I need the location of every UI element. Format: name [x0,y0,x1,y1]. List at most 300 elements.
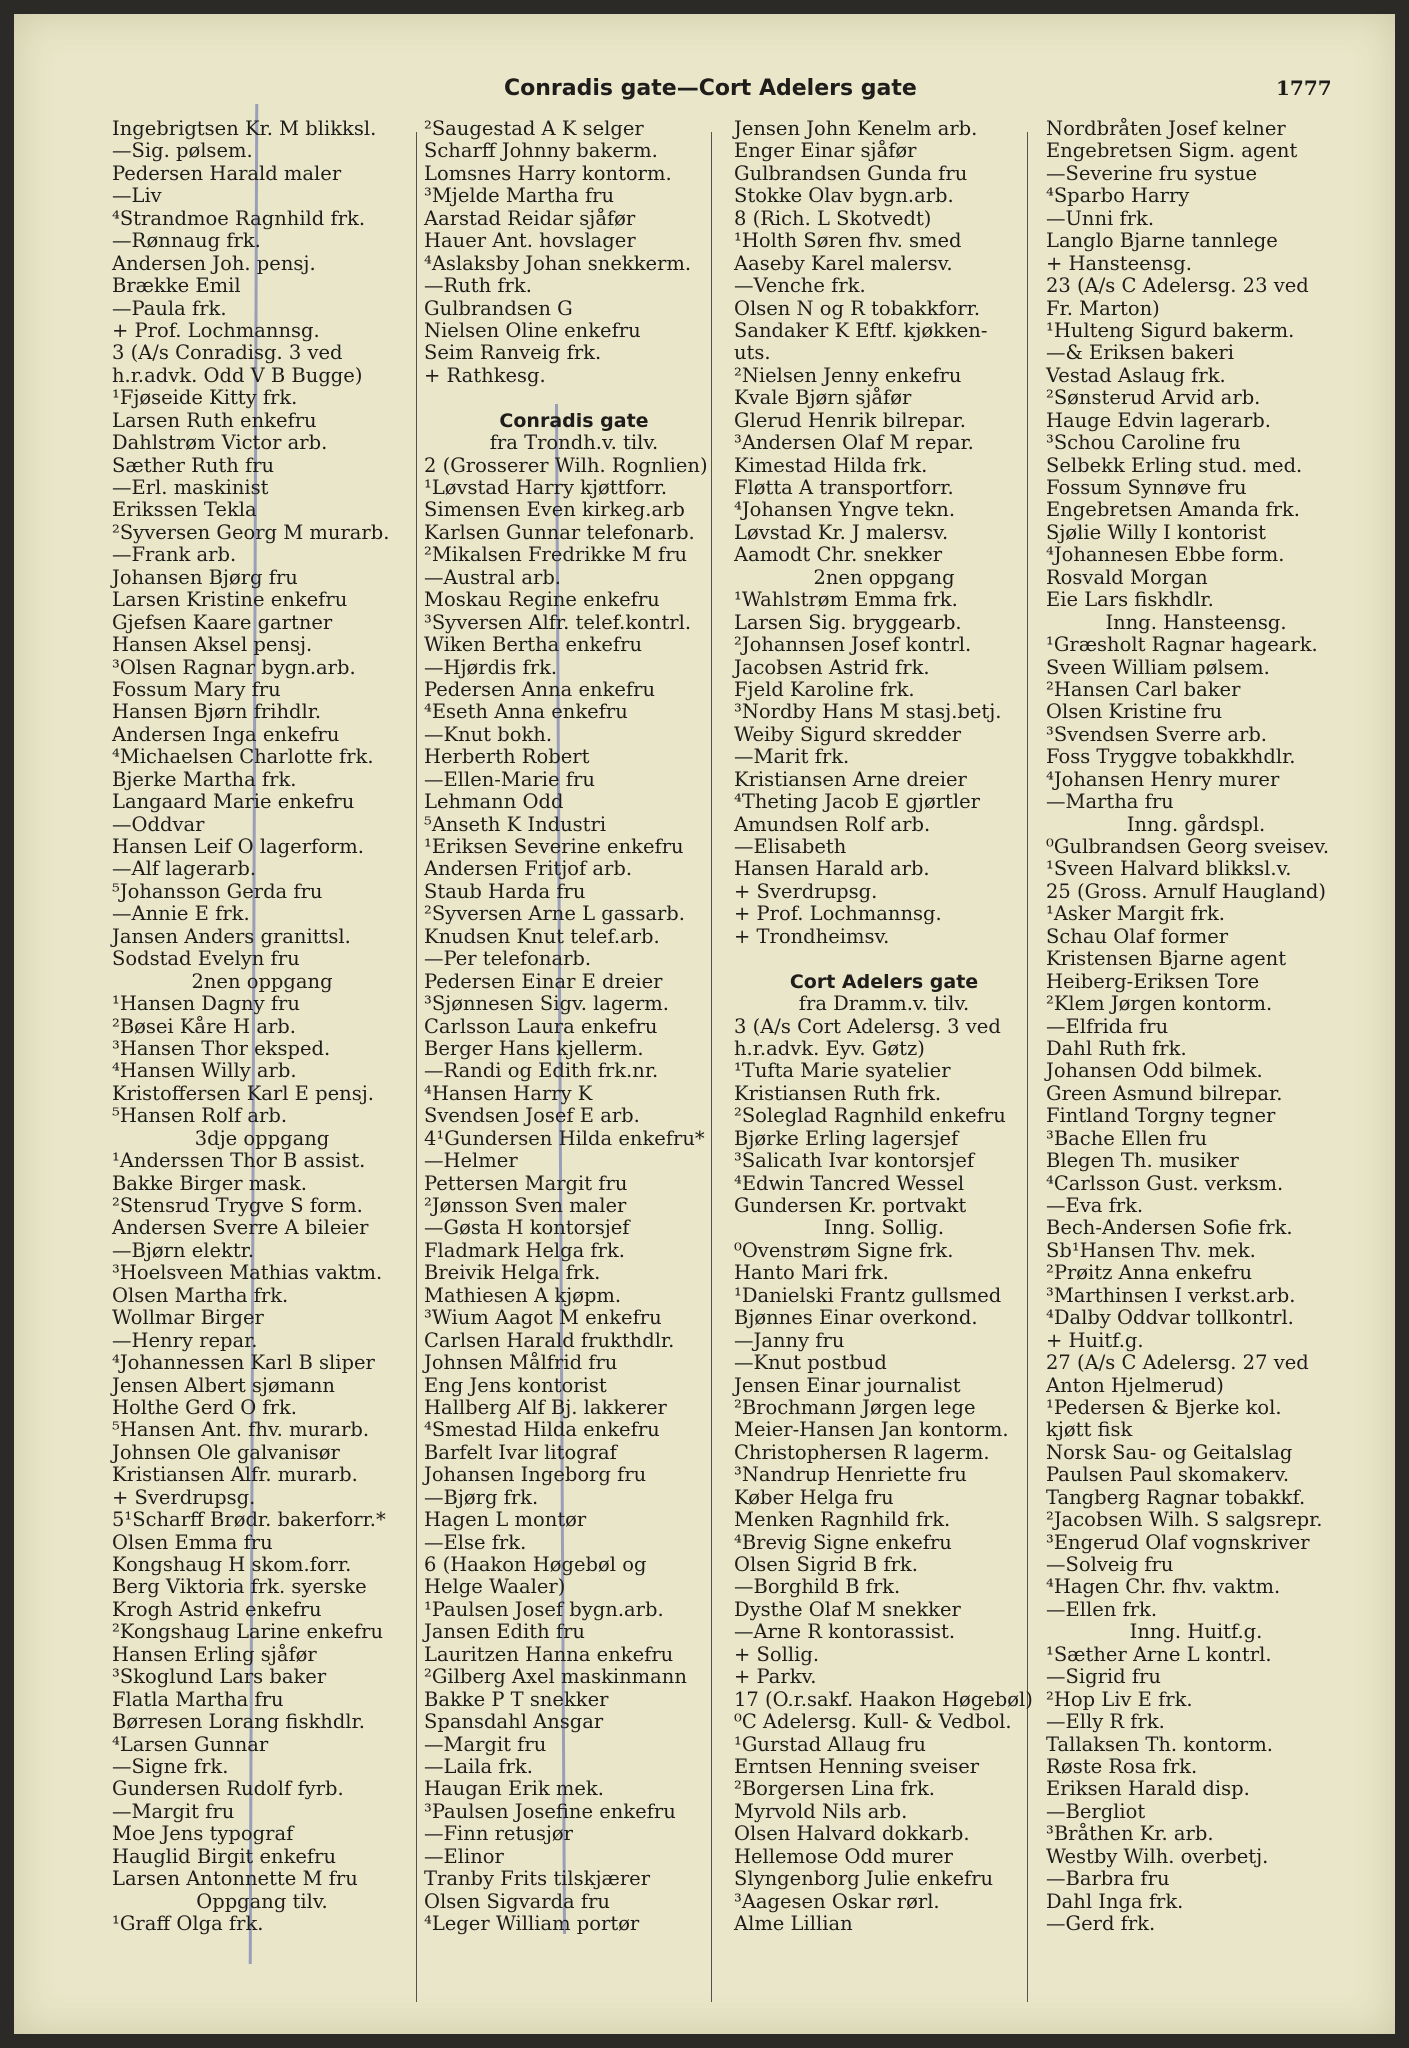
resident-entry: Fintland Torgny tegner [1046,1104,1276,1128]
resident-entry: ³Hansen Thor eksped. [112,1036,331,1060]
resident-entry: ⁴Smestad Hilda enkefru [424,1418,660,1442]
resident-entry: ²Syversen Georg M murarb. [112,520,390,544]
resident-entry: Simensen Even kirkeg.arb [424,498,685,522]
resident-entry: ⁰Ovenstrøm Signe frk. [734,1238,954,1262]
resident-entry: Lauritzen Hanna enkefru [424,1642,674,1666]
resident-entry: h.r.advk. Odd V B Bugge) [112,363,363,387]
resident-entry: kjøtt fisk [1046,1418,1133,1442]
resident-entry: —Oddvar [112,812,205,836]
resident-entry: Jansen Edith fru [424,1620,585,1644]
resident-entry: Hanto Mari frk. [734,1261,889,1285]
resident-entry: Meier-Hansen Jan kontorm. [734,1418,1009,1442]
resident-entry: Haugan Erik mek. [424,1777,604,1801]
resident-entry: Krogh Astrid enkefru [112,1597,322,1621]
resident-entry: ⁴Aslaksby Johan snekkerm. [424,251,692,275]
resident-entry: Hellemose Odd murer [734,1844,953,1868]
cross-street: + Hansteensg. [1046,251,1192,275]
resident-entry: Knudsen Knut telef.arb. [424,924,660,948]
resident-entry: Hauge Edvin lagerarb. [1046,408,1271,432]
resident-entry: Staub Harda fru [424,879,586,903]
resident-entry: uts. [734,341,771,365]
resident-entry: ¹Sæther Arne L kontrl. [1046,1642,1272,1666]
resident-entry: —Finn retusjør [424,1822,573,1846]
resident-entry: ³Engerud Olaf vognskriver [1046,1530,1310,1554]
resident-entry: Blegen Th. musiker [1046,1149,1239,1173]
resident-entry: —Bjørg frk. [424,1485,539,1509]
resident-entry: Svendsen Josef E arb. [424,1104,640,1128]
resident-entry: Olsen Sigrid B frk. [734,1553,918,1576]
resident-entry: Alme Lillian [734,1912,853,1935]
resident-entry: —Erl. maskinist [112,476,269,499]
resident-entry: Karlsen Gunnar telefonarb. [424,520,695,544]
entrance-label: fra Trondh.v. tilv. [489,431,659,455]
resident-entry: Moskau Regine enkefru [424,588,660,612]
resident-entry: Andersen Sverre A bileier [112,1216,369,1240]
resident-entry: ⁴Eseth Anna enkefru [424,700,628,724]
resident-entry: ²Syversen Arne L gassarb. [424,902,685,926]
resident-entry: Larsen Antonnette M fru [112,1867,358,1891]
resident-entry: Tangberg Ragnar tobakkf. [1046,1485,1306,1509]
resident-entry: ¹Sveen Halvard blikksl.v. [1046,857,1292,881]
resident-entry: ²Soleglad Ragnhild enkefru [734,1104,1006,1128]
resident-entry: Sæther Ruth fru [112,453,275,477]
cross-street: + Sverdrupsg. [112,1485,256,1509]
resident-entry: Tranby Frits tilskjærer [424,1867,651,1891]
resident-entry: ¹Danielski Frantz gullsmed [734,1283,1002,1307]
resident-entry: ⁰Gulbrandsen Georg sveisev. [1046,835,1330,858]
resident-entry: Herberth Robert [424,745,590,769]
entrance-label: Inng. Huitf.g. [1129,1620,1263,1644]
resident-entry: ¹Wahlstrøm Emma frk. [734,588,958,612]
resident-entry: Amundsen Rolf arb. [734,812,931,836]
resident-entry: ³Mjelde Martha fru [424,184,615,208]
directory-column-1 [112,118,412,1935]
resident-entry: Johnsen Målfrid fru [424,1351,618,1375]
resident-entry: —Elisabeth [734,835,847,858]
resident-entry: Hagen L montør [424,1508,587,1532]
resident-entry: Pedersen Harald maler [112,161,342,185]
resident-entry: —Unni frk. [1046,206,1155,230]
building-entry: 6 (Haakon Høgebøl og [424,1553,647,1576]
resident-entry: Glerud Henrik bilrepar. [734,408,966,432]
resident-entry: Aamodt Chr. snekker [734,543,943,567]
resident-entry: Kristoffersen Karl E pensj. [112,1081,374,1105]
cross-street: + Prof. Lochmannsg. [112,318,320,342]
resident-entry: —Arne R kontorassist. [734,1620,956,1644]
resident-entry: Aarstad Reidar sjåfør [424,206,636,230]
resident-entry: Hallberg Alf Bj. lakkerer [424,1395,667,1419]
resident-entry: Hansen Bjørn frihdlr. [112,700,322,724]
resident-entry: Eng Jens kontorist [424,1373,607,1397]
resident-entry: —Frank arb. [112,543,237,567]
resident-entry: —Elfrida fru [1046,1014,1169,1038]
resident-entry: ¹Hulteng Sigurd bakerm. [1046,318,1295,342]
resident-entry: —Alf lagerarb. [112,857,257,881]
resident-entry: Anton Hjelmerud) [1046,1373,1224,1397]
resident-entry: Fjeld Karoline frk. [734,677,915,701]
resident-entry: Pettersen Margit fru [424,1171,628,1195]
resident-entry: Langaard Marie enkefru [112,790,355,814]
resident-entry: ¹Eriksen Severine enkefru [424,835,684,858]
resident-entry: Gjefsen Kaare gartner [112,610,333,634]
resident-entry: Barfelt Ivar litograf [424,1440,617,1464]
resident-entry: —Gøsta H kontorsjef [424,1216,630,1240]
resident-entry: —Ellen-Marie fru [424,767,595,791]
resident-entry: Hansen Leif O lagerform. [112,835,364,858]
resident-entry: Olsen Kristine fru [1046,700,1223,724]
resident-entry: ⁴Johannessen Karl B sliper [112,1351,375,1375]
resident-entry: Olsen Emma fru [112,1530,273,1554]
resident-entry: ³Hoelsveen Mathias vaktm. [112,1261,383,1285]
resident-entry: Sodstad Evelyn fru [112,947,300,971]
resident-entry: Erntsen Henning sveiser [734,1754,980,1778]
resident-entry: Jensen John Kenelm arb. [734,117,978,140]
resident-entry: Køber Helga fru [734,1485,894,1509]
resident-entry: Gulbrandsen G [424,296,573,320]
resident-entry: Nordbråten Josef kelner [1046,117,1286,140]
resident-entry: —Barbra fru [1046,1867,1170,1891]
resident-entry: Johnsen Ole galvanisør [112,1440,340,1464]
resident-entry: ³Bache Ellen fru [1046,1126,1208,1150]
resident-entry: —Borghild B frk. [734,1575,901,1599]
resident-entry: Mathiesen A kjøpm. [424,1283,622,1307]
resident-entry: ³Syversen Alfr. telef.kontrl. [424,610,692,634]
resident-entry: Olsen Sigvarda fru [424,1889,610,1913]
resident-entry: Jensen Einar journalist [734,1373,961,1397]
resident-entry: ¹Græsholt Ragnar hageark. [1046,633,1318,657]
resident-entry: ⁴Johansen Henry murer [1046,767,1280,791]
resident-entry: ²Prøitz Anna enkefru [1046,1261,1253,1285]
resident-entry: —Janny fru [734,1328,845,1352]
resident-entry: Rosvald Morgan [1046,565,1208,589]
resident-entry: ³Marthinsen I verkst.arb. [1046,1283,1296,1307]
resident-entry: ²Klem Jørgen kontorm. [1046,992,1273,1016]
building-entry: 4¹Gundersen Hilda enkefru* [424,1126,705,1150]
resident-entry: Christophersen R lagerm. [734,1440,990,1464]
resident-entry: Myrvold Nils arb. [734,1799,908,1823]
resident-entry: ⁴Leger William portør [424,1912,640,1935]
building-entry: 17 (O.r.sakf. Haakon Høgebøl) [734,1687,1033,1711]
resident-entry: —Knut bokh. [424,722,553,746]
resident-entry: ²Stensrud Trygve S form. [112,1194,363,1217]
resident-entry: Gundersen Kr. portvakt [734,1194,967,1217]
resident-entry: ⁴Edwin Tancred Wessel [734,1171,965,1195]
building-entry: 5¹Scharff Brødr. bakerforr.* [112,1508,386,1532]
resident-entry: Moe Jens typograf [112,1822,294,1846]
resident-entry: —Bjørn elektr. [112,1238,255,1262]
resident-entry: Slyngenborg Julie enkefru [734,1867,994,1891]
building-entry: 8 (Rich. L Skotvedt) [734,206,932,230]
resident-entry: Olsen Martha frk. [112,1283,289,1307]
resident-entry: Westby Wilh. overbetj. [1046,1844,1269,1868]
resident-entry: ⁴Hansen Harry K [424,1081,593,1105]
resident-entry: —Venche frk. [734,274,866,298]
resident-entry: Kristiansen Alfr. murarb. [112,1463,358,1487]
resident-entry: Spansdahl Ansgar [424,1710,604,1734]
resident-entry: ⁴Johannesen Ebbe form. [1046,543,1285,567]
cross-street: + Huitf.g. [1046,1328,1144,1352]
resident-entry: Lomsnes Harry kontorm. [424,161,672,185]
cross-street: + Prof. Lochmannsg. [734,902,942,926]
resident-entry: Wollmar Birger [112,1306,264,1330]
resident-entry: Børresen Lorang fiskhdlr. [112,1710,365,1734]
resident-entry: ¹Løvstad Harry kjøttforr. [424,476,668,499]
resident-entry: —Severine fru systue [1046,161,1258,185]
resident-entry: ²Jacobsen Wilh. S salgsrepr. [1046,1508,1323,1532]
resident-entry: —Eva frk. [1046,1194,1144,1217]
resident-entry: ¹Pedersen & Bjerke kol. [1046,1395,1282,1419]
resident-entry: Flatla Martha fru [112,1687,284,1711]
resident-entry: Bjerke Martha frk. [112,767,297,791]
resident-entry: —Elinor [424,1844,504,1868]
resident-entry: —Hjørdis frk. [424,655,558,679]
resident-entry: ²Jønsson Sven maler [424,1194,627,1217]
resident-entry: —Annie E frk. [112,902,250,926]
street-heading: Cort Adelers gate [789,970,979,993]
directory-page [14,14,1395,2034]
resident-entry: —Knut postbud [734,1351,887,1375]
resident-entry: ²Kongshaug Larine enkefru [112,1620,384,1644]
resident-entry: Lehmann Odd [424,790,564,814]
resident-entry: ³Skoglund Lars baker [112,1665,327,1689]
resident-entry: Fløtta A transportforr. [734,476,954,499]
resident-entry: ³Salicath Ivar kontorsjef [734,1149,975,1173]
running-title: Conradis gate—Cort Adelers gate [504,76,917,101]
resident-entry: Andersen Joh. pensj. [112,251,316,275]
resident-entry: —Solveig fru [1046,1553,1174,1576]
resident-entry: ¹Gurstad Allaug fru [734,1732,926,1756]
resident-entry: —Helmer [424,1149,518,1173]
resident-entry: ²Gilberg Axel maskinmann [424,1665,687,1689]
resident-entry: ⁴Johansen Yngve tekn. [734,498,956,522]
resident-entry: Gulbrandsen Gunda fru [734,161,968,185]
resident-entry: Green Asmund bilrepar. [1046,1081,1283,1105]
cross-street: + Trondheimsv. [734,924,890,948]
resident-entry: —Rønnaug frk. [112,229,261,253]
cross-street: + Parkv. [734,1665,817,1689]
resident-entry: —Marit frk. [734,745,850,769]
resident-entry: Johansen Ingeborg fru [424,1463,647,1487]
resident-entry: Holthe Gerd O frk. [112,1395,297,1419]
resident-entry: Kristiansen Arne dreier [734,767,967,791]
resident-entry: Foss Tryggve tobakkhdlr. [1046,745,1296,769]
resident-entry: Nielsen Oline enkefru [424,318,641,342]
resident-entry: ¹Hansen Dagny fru [112,992,300,1016]
resident-entry: ¹Anderssen Thor B assist. [112,1149,366,1173]
resident-entry: Løvstad Kr. J malersv. [734,520,949,544]
resident-entry: Heiberg-Eriksen Tore [1046,969,1260,993]
resident-entry: Engebretsen Amanda frk. [1046,498,1300,522]
resident-entry: Olsen Halvard dokkarb. [734,1822,970,1846]
building-entry: 27 (A/s C Adelersg. 27 ved [1046,1351,1309,1375]
entrance-label: 2nen oppgang [191,969,333,993]
resident-entry: Dahl Inga frk. [1046,1889,1184,1913]
resident-entry: Hansen Erling sjåfør [112,1642,317,1666]
resident-entry: Dysthe Olaf M snekker [734,1597,961,1621]
resident-entry: Enger Einar sjåfør [734,139,917,163]
building-entry: 23 (A/s C Adelersg. 23 ved [1046,274,1309,298]
resident-entry: Hansen Harald arb. [734,857,930,881]
cross-street: + Rathkesg. [424,363,546,387]
resident-entry: Langlo Bjarne tannlege [1046,229,1278,253]
resident-entry: Selbekk Erling stud. med. [1046,453,1303,477]
resident-entry: ¹Paulsen Josef bygn.arb. [424,1597,664,1621]
resident-entry: ⁵Hansen Ant. fhv. murarb. [112,1418,370,1442]
resident-entry: Schau Olaf former [1046,924,1229,948]
resident-entry: Berger Hans kjellerm. [424,1036,644,1060]
resident-entry: —Ruth frk. [424,274,532,298]
resident-entry: ²Brochmann Jørgen lege [734,1395,976,1419]
resident-entry: —Else frk. [424,1530,527,1554]
resident-entry: ²Mikalsen Fredrikke M fru [424,543,688,567]
resident-entry: Kimestad Hilda frk. [734,453,928,477]
resident-entry: —Ellen frk. [1046,1597,1158,1621]
resident-entry: Jansen Anders granittsl. [112,924,351,948]
resident-entry: Paulsen Paul skomakerv. [1046,1463,1290,1487]
entrance-label: Inng. Sollig. [823,1216,945,1240]
cross-street: + Sverdrupsg. [734,879,878,903]
resident-entry: Bakke Birger mask. [112,1171,307,1195]
resident-entry: ⁴Dalby Oddvar tollkontrl. [1046,1306,1294,1330]
resident-entry: Gundersen Rudolf fyrb. [112,1777,344,1801]
resident-entry: Hauer Ant. hovslager [424,229,636,253]
street-heading: Conradis gate [499,409,649,432]
spacer [424,387,724,409]
resident-entry: Norsk Sau- og Geitalslag [1046,1440,1293,1464]
resident-entry: Brække Emil [112,274,241,298]
resident-entry: ²Hop Liv E frk. [1046,1687,1193,1711]
resident-entry: ⁴Theting Jacob E gjørtler [734,790,980,814]
entrance-label: Oppgang tilv. [196,1889,328,1913]
resident-entry: Pedersen Einar E dreier [424,969,663,993]
resident-entry: —& Eriksen bakeri [1046,341,1234,365]
resident-entry: Kongshaug H skom.forr. [112,1553,352,1576]
page-number: 1777 [1276,76,1332,100]
resident-entry: Kvale Bjørn sjåfør [734,386,912,410]
resident-entry: Scharff Johnny bakerm. [424,139,658,163]
resident-entry: —Liv [112,184,162,208]
resident-entry: —Bergliot [1046,1799,1146,1823]
resident-entry: Kristiansen Ruth frk. [734,1081,942,1105]
resident-entry: ²Hansen Carl baker [1046,677,1241,701]
entrance-label: 3dje oppgang [194,1126,330,1150]
resident-entry: ⁴Strandmoe Ragnhild frk. [112,206,366,230]
resident-entry: Bjørke Erling lagersjef [734,1126,959,1150]
resident-entry: Erikssen Tekla [112,498,257,522]
resident-entry: ⁴Larsen Gunnar [112,1732,269,1756]
resident-entry: ⁵Hansen Rolf arb. [112,1104,288,1128]
resident-entry: —Sig. pølsem. [112,139,253,163]
resident-entry: ¹Tufta Marie syatelier [734,1059,951,1083]
resident-entry: —Margit fru [424,1732,547,1756]
resident-entry: ²Saugestad A K selger [424,117,644,140]
resident-entry: ²Nielsen Jenny enkefru [734,363,962,387]
resident-entry: —Randi og Edith frk.nr. [424,1059,659,1083]
resident-entry: Eriksen Harald disp. [1046,1777,1250,1801]
resident-entry: Vestad Aslaug frk. [1046,363,1226,387]
resident-entry: —Gerd frk. [1046,1912,1156,1935]
resident-entry: Larsen Ruth enkefru [112,408,317,432]
building-entry: 2 (Grosserer Wilh. Rognlien) [424,453,708,477]
resident-entry: ²Johannsen Josef kontrl. [734,633,972,657]
resident-entry: Weiby Sigurd skredder [734,722,962,746]
directory-column-2 [424,118,724,1935]
resident-entry: Berg Viktoria frk. syerske [112,1575,367,1599]
resident-entry: Andersen Inga enkefru [112,722,340,746]
resident-entry: ³Andersen Olaf M repar. [734,431,974,455]
resident-entry: Jacobsen Astrid frk. [734,655,930,679]
resident-entry: Carlsson Laura enkefru [424,1014,658,1038]
resident-entry: ⁴Sparbo Harry [1046,184,1190,208]
resident-entry: Sandaker K Eftf. kjøkken- [734,318,988,342]
resident-entry: Stokke Olav bygn.arb. [734,184,954,208]
building-entry: 25 (Gross. Arnulf Haugland) [1046,879,1327,903]
resident-entry: Jensen Albert sjømann [112,1373,335,1397]
resident-entry: —Laila frk. [424,1754,533,1778]
resident-entry: ⁰C Adelersg. Kull- & Vedbol. [734,1710,1012,1734]
resident-entry: Sb¹Hansen Thv. mek. [1046,1238,1256,1262]
resident-entry: Dahlstrøm Victor arb. [112,431,328,455]
resident-entry: ⁴Michaelsen Charlotte frk. [112,745,374,769]
resident-entry: Eie Lars fiskhdlr. [1046,588,1214,612]
resident-entry: ³Svendsen Sverre arb. [1046,722,1268,746]
resident-entry: —Henry repar. [112,1328,258,1352]
resident-entry: —Austral arb. [424,565,561,589]
resident-entry: Larsen Sig. bryggearb. [734,610,962,634]
building-entry: 3 (A/s Cort Adelersg. 3 ved [734,1014,1001,1038]
building-entry: 3 (A/s Conradisg. 3 ved [112,341,343,365]
resident-entry: ¹Graff Olga frk. [112,1912,264,1935]
directory-column-3 [734,118,1034,1935]
resident-entry: ³Bråthen Kr. arb. [1046,1822,1214,1846]
resident-entry: ²Borgersen Lina frk. [734,1777,935,1801]
resident-entry: Engebretsen Sigm. agent [1046,139,1298,163]
resident-entry: —Signe frk. [112,1754,229,1778]
resident-entry: —Per telefonarb. [424,947,592,971]
resident-entry: Andersen Fritjof arb. [424,857,633,881]
resident-entry: ³Nandrup Henriette fru [734,1463,967,1487]
resident-entry: ³Olsen Ragnar bygn.arb. [112,655,356,679]
resident-entry: ¹Holth Søren fhv. smed [734,229,962,253]
resident-entry: h.r.advk. Eyv. Gøtz) [734,1036,925,1060]
resident-entry: ³Wium Aagot M enkefru [424,1306,662,1330]
resident-entry: Sjølie Willy I kontorist [1046,520,1266,544]
resident-entry: Menken Ragnhild frk. [734,1508,951,1532]
resident-entry: ³Aagesen Oskar rørl. [734,1889,940,1913]
resident-entry: ⁴Hagen Chr. fhv. vaktm. [1046,1575,1281,1599]
directory-column-4 [1046,118,1346,1935]
resident-entry: Hauglid Birgit enkefru [112,1844,337,1868]
resident-entry: Fr. Marton) [1046,296,1160,320]
entrance-label: Inng. Hansteensg. [1105,610,1287,634]
resident-entry: —Elly R frk. [1046,1710,1165,1734]
resident-entry: Bjønnes Einar overkond. [734,1306,978,1330]
resident-entry: —Sigrid fru [1046,1665,1161,1689]
resident-entry: ⁵Anseth K Industri [424,812,607,836]
resident-entry: Aaseby Karel malersv. [734,251,953,275]
resident-entry: ³Paulsen Josefine enkefru [424,1799,676,1823]
entrance-label: fra Dramm.v. tilv. [798,992,970,1016]
page-header [14,76,1395,106]
resident-entry: Wiken Bertha enkefru [424,633,643,657]
resident-entry: Ingebrigtsen Kr. M blikksl. [112,117,377,140]
resident-entry: ²Bøsei Kåre H arb. [112,1014,296,1038]
resident-entry: Johansen Bjørg fru [112,565,298,589]
resident-entry: ⁴Hansen Willy arb. [112,1059,297,1083]
resident-entry: ⁴Brevig Signe enkefru [734,1530,952,1554]
resident-entry: —Paula frk. [112,296,227,320]
resident-entry: Fossum Mary fru [112,677,281,701]
